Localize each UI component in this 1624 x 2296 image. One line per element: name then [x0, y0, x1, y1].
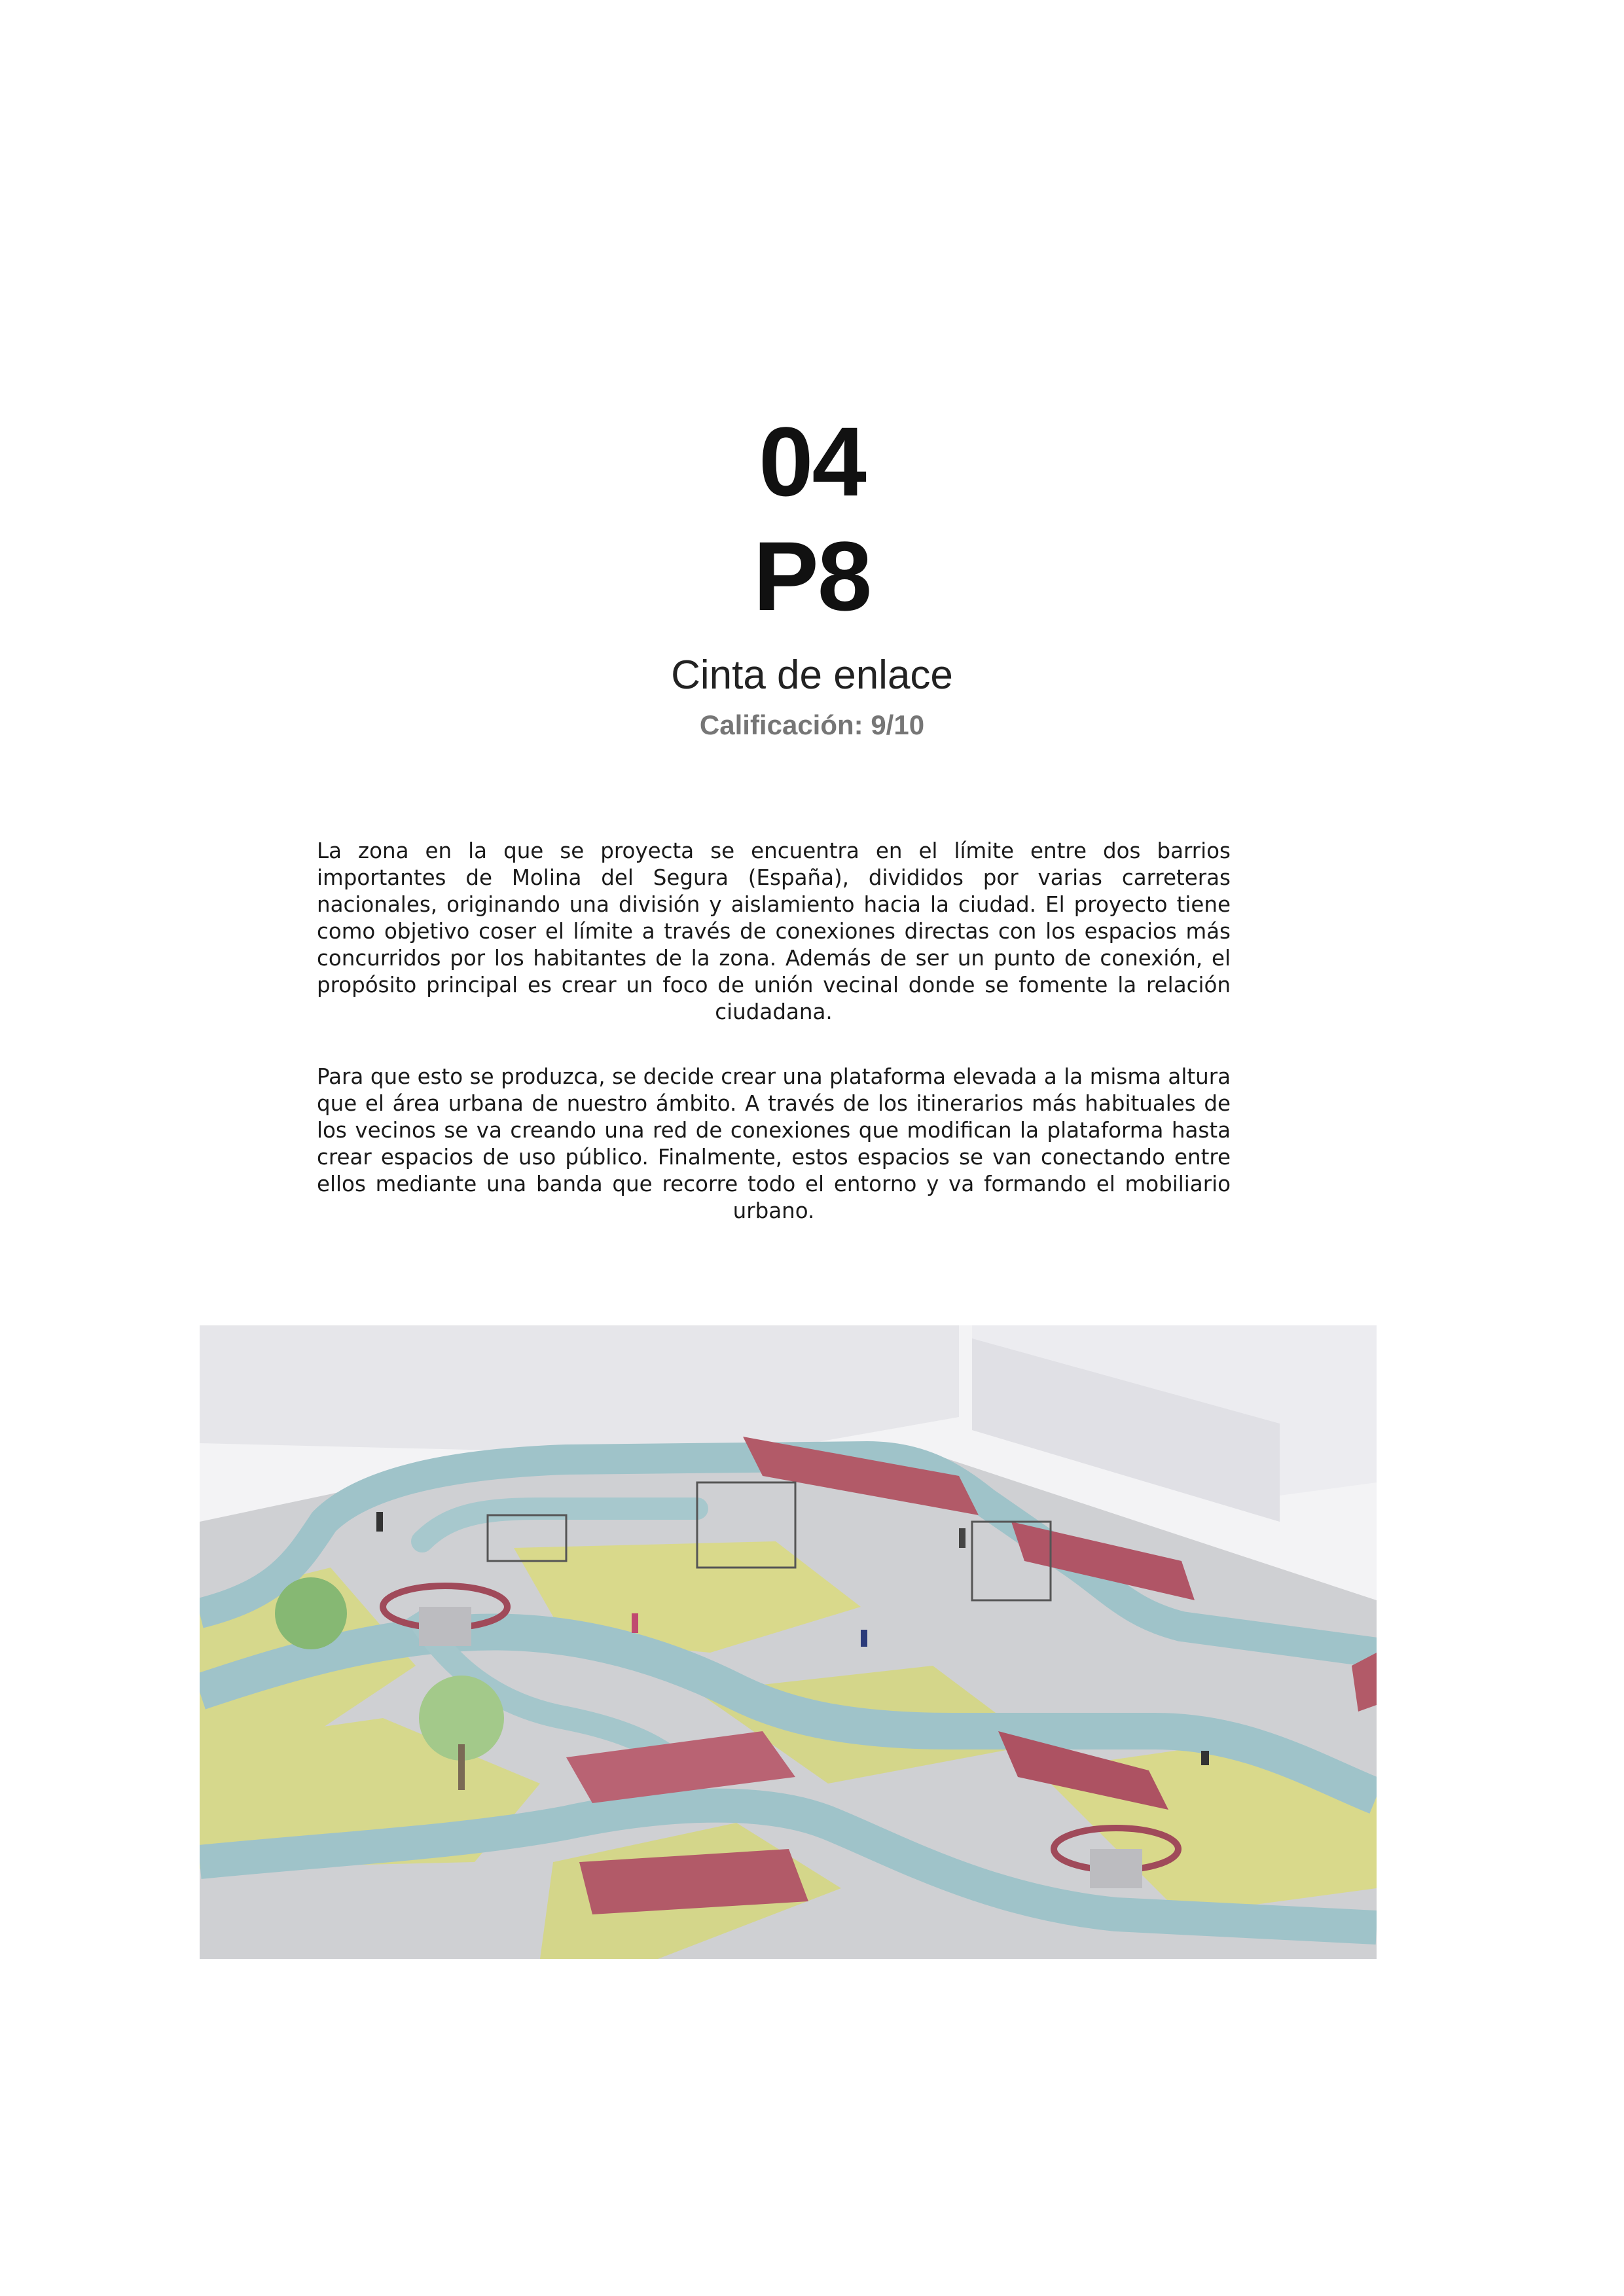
- person-4: [959, 1528, 965, 1548]
- tree-left: [275, 1577, 347, 1649]
- person-5: [1201, 1751, 1209, 1765]
- round-pavilion-right-core: [1090, 1849, 1142, 1888]
- section-number: 04: [759, 406, 865, 516]
- description-paragraph-1: La zona en la que se proyecta se encuentra en el límite entre dos barrios importantes de Molina del Segura (España), divididos por varias carreteras nacionales, originando una división y aislamiento hacia la ciudad. El proyecto tiene como objetivo coser el límite a través de conexiones directas con los espacios más concurridos por los habitantes de la zona. Además de ser un punto de conexión, el propósito principal es crear un foco de unión vecinal donde se fomente la relación ciudadana.: [317, 838, 1231, 1024]
- project-code: P8: [753, 521, 871, 631]
- description-paragraph-2: Para que esto se produzca, se decide crear una plataforma elevada a la misma altura que el área urbana de nuestro ámbito. A través de los itinerarios más habituales de los vecinos se va creando una red de conexiones que modifican la plataforma hasta crear espacios de uso público. Finalmente, estos espacios se van conectando entre ellos mediante una banda que recorre todo el entorno y va formando el mobiliario urbano.: [317, 1064, 1231, 1223]
- project-render-image: [200, 1325, 1377, 1959]
- tree-center-trunk: [458, 1744, 465, 1790]
- background-building-top: [200, 1325, 959, 1456]
- person-1: [376, 1512, 383, 1532]
- project-title: Cinta de enlace: [671, 653, 953, 698]
- person-2: [632, 1613, 638, 1633]
- round-pavilion-left-core: [419, 1607, 471, 1646]
- grade-label: Calificación: 9/10: [699, 709, 925, 740]
- person-3: [861, 1630, 867, 1647]
